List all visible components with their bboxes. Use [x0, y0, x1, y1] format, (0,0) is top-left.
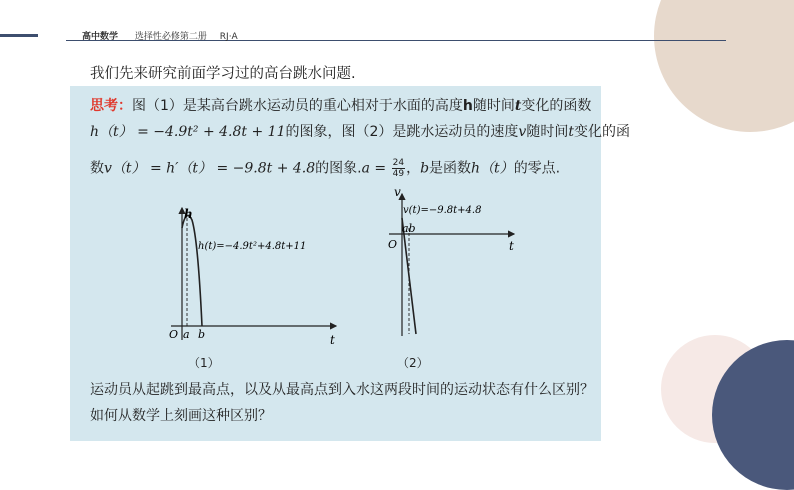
y-label: v [394, 186, 401, 199]
line-label: v(t)=−9.8t+4.8 [403, 205, 482, 216]
fn-h: h（t） [90, 124, 133, 140]
var-v: v [518, 124, 527, 140]
graph-2 [379, 186, 559, 346]
caption-1: （1） [188, 356, 220, 370]
var-t: t [568, 124, 574, 140]
graph-1 [166, 200, 376, 350]
frac-num: 24 [392, 158, 405, 168]
origin-label: O [388, 238, 398, 251]
var-b: b [420, 160, 430, 177]
slide-header [82, 29, 238, 42]
equals: = [369, 160, 391, 177]
think-label: 思考： [90, 98, 132, 114]
header-book: 选择性必修第二册 [134, 32, 207, 42]
caption-2: （2） [397, 356, 429, 370]
fn-v: v（t） [104, 160, 146, 177]
header-subject: 高中数学 [82, 32, 119, 42]
expr-h: = −4.9t² + 4.8t + 11 [137, 124, 286, 140]
text: 随时间 [472, 98, 515, 114]
expr-v: = h′（t） = −9.8t + 4.8 [150, 160, 316, 177]
origin-label: O [169, 328, 179, 341]
b-label: b [198, 328, 206, 341]
problem-panel [70, 86, 630, 441]
decor-top-bar [0, 34, 38, 37]
text: 变化的函数 [521, 98, 592, 114]
text: 随时间 [526, 124, 569, 140]
text: 的零点. [513, 160, 561, 177]
decor-circle-beige [654, 0, 794, 132]
intro-text: 我们先来研究前面学习过的高台跳水问题. [90, 66, 356, 82]
text: 变化的函 [573, 124, 630, 140]
frac-den: 49 [392, 169, 405, 179]
text: 是函数 [429, 160, 472, 177]
question-line-1: 运动员从起跳到最高点，以及从最高点到入水这两段时间的运动状态有什么区别？ [90, 382, 594, 398]
a-label: a [183, 328, 190, 341]
text: 的图象，图（2）是跳水运动员的速度 [285, 124, 519, 140]
ab-label: ab [402, 222, 416, 235]
problem-line-3 [90, 158, 560, 179]
fn-h: h（t） [471, 160, 514, 177]
text: 数 [90, 160, 104, 177]
text: 的图象. [315, 160, 362, 177]
fraction [392, 158, 405, 179]
x-label: t [330, 333, 335, 347]
x-label: t [509, 239, 514, 253]
curve-label: h(t)=−4.9t²+4.8t+11 [198, 241, 307, 252]
text: ， [406, 160, 421, 177]
problem-line-1 [90, 97, 591, 115]
h-curve [182, 216, 202, 327]
y-label: h [184, 207, 193, 221]
problem-line-2 [90, 123, 630, 141]
var-a: a [361, 160, 370, 177]
text: 图（1）是某高台跳水运动员的重心相对于水面的高度 [132, 98, 463, 114]
var-h: h [462, 98, 473, 114]
header-edition: RJ·A [219, 32, 238, 42]
var-t: t [514, 98, 522, 114]
question-line-2: 如何从数学上刻画这种区别？ [90, 408, 272, 424]
